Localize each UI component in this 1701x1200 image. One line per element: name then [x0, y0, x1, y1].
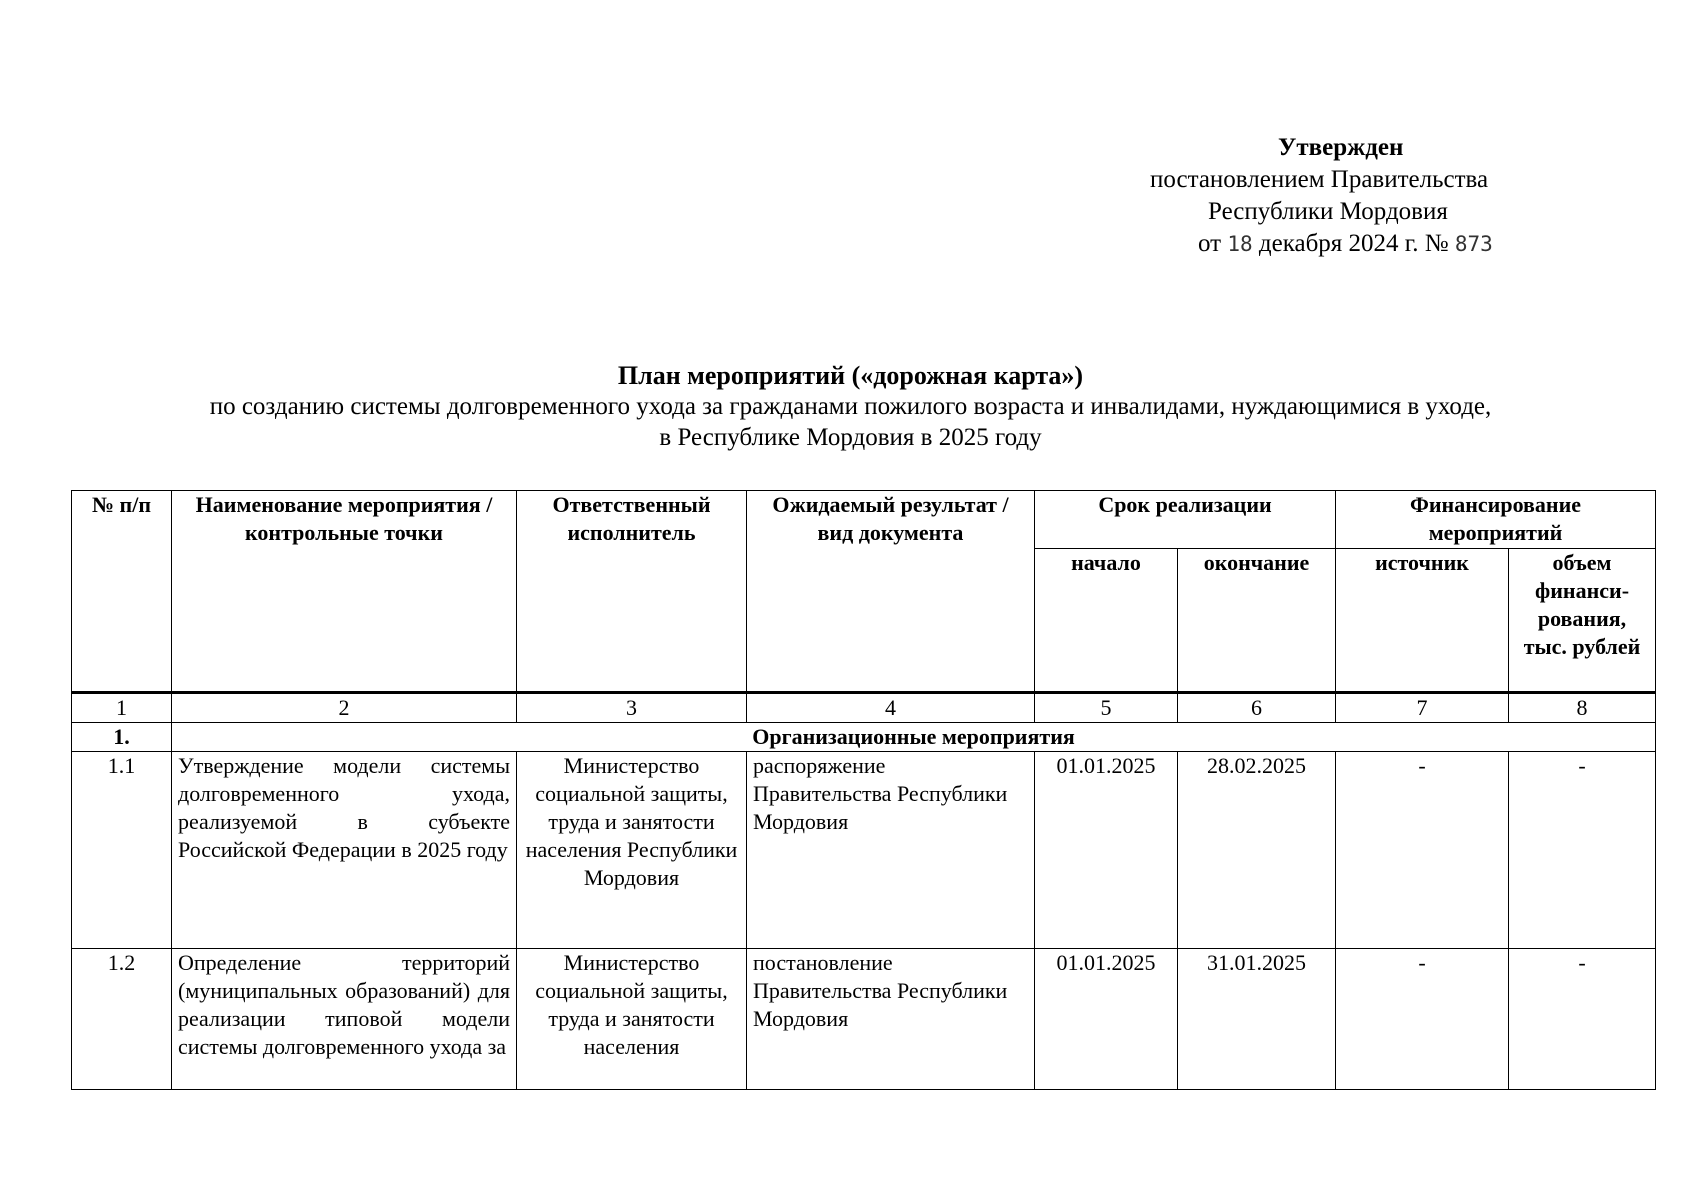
header-result: Ожидаемый результат / вид документа — [747, 491, 1035, 693]
table-row — [72, 949, 1656, 1090]
header-financing: Финансирование мероприятий — [1336, 491, 1656, 549]
section-title: Организационные мероприятия — [172, 723, 1656, 752]
row-volume: - — [1509, 752, 1656, 949]
plan-subtitle-line-1: по созданию системы долговременного ухода за гражданами пожилого возраста и инвалидами, нуждающимися в уходе, — [209, 393, 1492, 420]
row-start: 01.01.2025 — [1035, 752, 1178, 949]
approval-line-3 — [1120, 228, 1560, 260]
row-source: - — [1336, 752, 1509, 949]
row-result: постановление Правительства Республики Мордовия — [747, 949, 1035, 1090]
column-number: 3 — [517, 693, 747, 723]
row-end: 28.02.2025 — [1178, 752, 1336, 949]
header-fin-volume: объем финанси-рования, тыс. рублей — [1509, 548, 1656, 692]
plan-subtitle-line-2: в Республике Мордовия в 2025 году — [659, 424, 1042, 451]
approval-day: 18 — [1227, 232, 1253, 256]
header-executor: Ответственный исполнитель — [517, 491, 747, 693]
header-row-1 — [72, 491, 1656, 549]
section-number: 1. — [72, 723, 172, 752]
plan-title: План мероприятий («дорожная карта») — [617, 361, 1084, 390]
column-number: 5 — [1035, 693, 1178, 723]
column-number: 6 — [1178, 693, 1336, 723]
plan-table — [71, 490, 1656, 1090]
row-start: 01.01.2025 — [1035, 949, 1178, 1090]
column-number-row — [72, 693, 1656, 723]
approval-line-2: Республики Мордовия — [1208, 198, 1448, 225]
row-executor: Министерство социальной защиты, труда и занятости населения — [517, 949, 747, 1090]
plan-title-block — [0, 360, 1701, 453]
column-number: 4 — [747, 693, 1035, 723]
approval-title: Утвержден — [1278, 134, 1404, 161]
section-row — [72, 723, 1656, 752]
header-term-end: окончание — [1178, 548, 1336, 692]
row-volume: - — [1509, 949, 1656, 1090]
header-fin-source: источник — [1336, 548, 1509, 692]
header-term-start: начало — [1035, 548, 1178, 692]
row-name: Утверждение модели системы долговременного ухода, реализуемой в субъекте Российской Федерации в 2025 году — [172, 752, 517, 949]
approval-date-prefix: от — [1198, 230, 1228, 257]
row-number: 1.1 — [72, 752, 172, 949]
column-number: 2 — [172, 693, 517, 723]
row-source: - — [1336, 949, 1509, 1090]
header-term: Срок реализации — [1035, 491, 1336, 549]
approval-date-mid: декабря 2024 г. № — [1252, 230, 1455, 257]
header-num: № п/п — [72, 491, 172, 693]
row-executor: Министерство социальной защиты, труда и занятости населения Республики Мордовия — [517, 752, 747, 949]
header-name: Наименование мероприятия / контрольные точки — [172, 491, 517, 693]
column-number: 1 — [72, 693, 172, 723]
column-number: 7 — [1336, 693, 1509, 723]
table-row — [72, 752, 1656, 949]
row-number: 1.2 — [72, 949, 172, 1090]
row-name: Определение территорий (муниципальных образований) для реализации типовой модели системы долговременного ухода за — [172, 949, 517, 1090]
row-end: 31.01.2025 — [1178, 949, 1336, 1090]
column-number: 8 — [1509, 693, 1656, 723]
approval-stamp — [1120, 132, 1560, 260]
row-result: распоряжение Правительства Республики Мордовия — [747, 752, 1035, 949]
approval-line-1: постановлением Правительства — [1150, 166, 1489, 193]
approval-number: 873 — [1454, 232, 1493, 256]
